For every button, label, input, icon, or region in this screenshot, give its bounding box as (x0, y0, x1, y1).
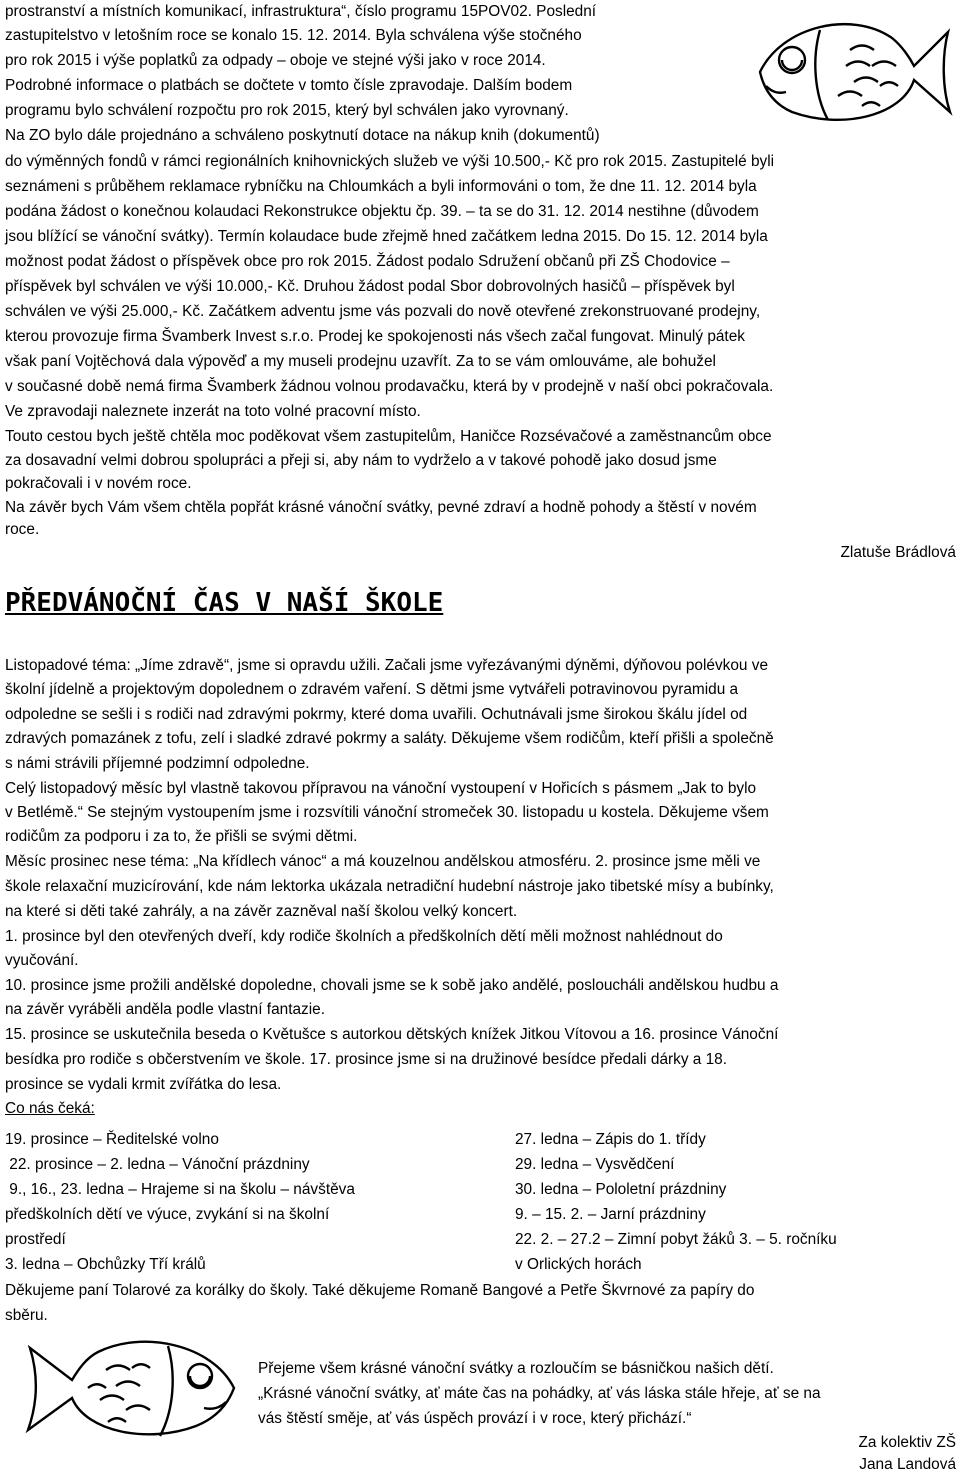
event-item: prostředí (5, 1231, 66, 1248)
signature: Zlatuše Brádlová (840, 544, 956, 561)
text-line: schválen ve výši 25.000,- Kč. Začátkem adventu jsme vás pozvali do nově otevřené zrekonstruované prodejny, (5, 303, 761, 320)
text-line: Na ZO bylo dále projednáno a schváleno poskytnutí dotace na nákup knih (dokumentů) (5, 127, 600, 144)
text-line: Listopadové téma: „Jíme zdravě“, jsme si opravdu užili. Začali jsme vyřezávanými dýněmi, dýňovou polévkou ve (5, 657, 769, 674)
fish-icon (8, 1328, 242, 1446)
event-item: 22. prosince – 2. ledna – Vánoční prázdniny (5, 1156, 310, 1173)
text-line: Podrobné informace o platbách se dočtete v tomto čísle zpravodaje. Dalším bodem (5, 77, 573, 94)
text-line: školní jídelně a projektovým dopolednem o zdravém vaření. S dětmi jsme vytvářeli potravinovou pyramidu a (5, 681, 739, 698)
text-line: rodičům za podporu i za to, že přišli se svými dětmi. (5, 828, 358, 845)
text-line: za dosavadní velmi dobrou spolupráci a přeji si, aby nám to vydrželo a v takové pohodě jako dosud jsme (5, 452, 717, 469)
text-line: programu bylo schválení rozpočtu pro rok 2015, který byl schválen jako vyrovnaný. (5, 102, 569, 119)
event-item: 27. ledna – Zápis do 1. třídy (515, 1131, 706, 1148)
awaits-heading: Co nás čeká: (5, 1100, 95, 1117)
text-line: „Krásné vánoční svátky, ať máte čas na pohádky, ať vás láska stále hřeje, ať se na (258, 1385, 821, 1402)
event-item: předškolních dětí ve výuce, zvykání si na školní (5, 1206, 330, 1223)
text-line: roce. (5, 521, 40, 538)
text-line: na závěr vyráběli anděla podle vlastní fantazie. (5, 1001, 325, 1018)
event-item: 9., 16., 23. ledna – Hrajeme si na školu – návštěva (5, 1181, 355, 1198)
text-line: však paní Vojtěchová dala výpověď a my museli prodejnu uzavřít. Za to se vám omlouváme, ale bohužel (5, 353, 716, 370)
text-line: v Betlémě.“ Se stejným vystoupením jsme i rozsvítili vánoční stromeček 30. listopadu u kostela. Děkujeme všem (5, 804, 769, 821)
text-line: 1. prosince byl den otevřených dveří, kdy rodiče školních a předškolních dětí měli možnost nahlédnout do (5, 928, 723, 945)
text-line: vyučování. (5, 952, 79, 969)
text-line: Celý listopadový měsíc byl vlastně takovou přípravou na vánoční vystoupení v Hořicích s pásmem „Jak to bylo (5, 780, 757, 797)
text-line: besídka pro rodiče s občerstvením ve škole. 17. prosince jsme si na družinové besídce předali dárky a 18. (5, 1051, 728, 1068)
signature: Za kolektiv ZŠ (858, 1434, 956, 1451)
text-line: kterou provozuje firma Švamberk Invest s.r.o. Prodej ke spokojenosti nás všech začal fungovat. Minulý pátek (5, 328, 745, 345)
text-line: pokračovali i v novém roce. (5, 475, 192, 492)
text-line: do výměnných fondů v rámci regionálních knihovnických služeb ve výši 10.500,- Kč pro rok 2015. Zastupitelé byli (5, 153, 775, 170)
event-item: 9. – 15. 2. – Jarní prázdniny (515, 1206, 706, 1223)
text-line: vás štěstí směje, ať vás úspěch provází i v roce, který přichází.“ (258, 1410, 692, 1427)
text-line: podána žádost o konečnou kolaudaci Rekonstrukce objektu čp. 39. – ta se do 31. 12. 2014 nestihne (důvodem (5, 203, 759, 220)
text-line: s námi strávili příjemné podzimní odpoledne. (5, 755, 310, 772)
text-line: jsou blížící se vánoční svátky). Termín kolaudace bude zřejmě hned začátkem ledna 2015. Do 15. 12. 2014 byla (5, 228, 768, 245)
text-line: na které si děti také zahrály, a na závěr zazněval naší školou velký koncert. (5, 903, 518, 920)
text-line: zdravých pomazánek z tofu, zelí i sladké zdravé pokrmy a saláty. Děkujeme všem rodičům, kteří přišli a společně (5, 730, 774, 747)
event-item: 30. ledna – Pololetní prázdniny (515, 1181, 727, 1198)
signature: Jana Landová (859, 1456, 956, 1473)
text-line: sběru. (5, 1307, 48, 1324)
text-line: Přejeme všem krásné vánoční svátky a rozloučím se básničkou našich dětí. (258, 1360, 774, 1377)
text-line: prostranství a místních komunikací, infrastruktura“, číslo programu 15POV02. Poslední (5, 3, 597, 20)
text-line: Touto cestou bych ještě chtěla moc poděkovat všem zastupitelům, Haničce Rozsévačové a zaměstnancům obce (5, 428, 772, 445)
text-line: seznámeni s průběhem reklamace rybníčku na Chloumkách a byli informováni o tom, že dne 11. 12. 2014 byla (5, 178, 757, 195)
section-title: PŘEDVÁNOČNÍ ČAS V NAŠÍ ŠKOLE (5, 588, 444, 618)
event-item: 22. 2. – 27.2 – Zimní pobyt žáků 3. – 5. ročníku (515, 1231, 837, 1248)
text-line: Měsíc prosinec nese téma: „Na křídlech vánoc“ a má kouzelnou andělskou atmosféru. 2. prosince jsme měli ve (5, 853, 761, 870)
text-line: možnost podat žádost o příspěvek obce pro rok 2015. Žádost podalo Sdružení občanů při ZŠ Chodovice – (5, 253, 730, 270)
text-line: škole relaxační muzicírování, kde nám lektorka ukázala netradiční hudební nástroje jako tibetské mísy a bubínky, (5, 878, 774, 895)
event-item: v Orlických horách (515, 1256, 642, 1273)
text-line: prosince se vydali krmit zvířátka do lesa. (5, 1076, 282, 1093)
text-line: 15. prosince se uskutečnila beseda o Květušce s autorkou dětských knížek Jitkou Vítovou a 16. prosince Vánoční (5, 1026, 779, 1043)
text-line: Děkujeme paní Tolarové za korálky do školy. Také děkujeme Romaně Bangové a Petře Škvrnové za papíry do (5, 1282, 755, 1299)
event-item: 19. prosince – Ředitelské volno (5, 1131, 219, 1148)
text-line: zastupitelstvo v letošním roce se konalo 15. 12. 2014. Byla schválena výše stočného (5, 27, 582, 44)
text-line: pro rok 2015 i výše poplatků za odpady – oboje ve stejné výši jako v roce 2014. (5, 52, 546, 69)
text-line: odpoledne se sešli i s rodiči nad zdravými pokrmy, které doma uvařili. Ochutnávali jsme širokou škálu jídel od (5, 706, 748, 723)
event-item: 29. ledna – Vysvědčení (515, 1156, 675, 1173)
event-item: 3. ledna – Obchůzky Tří králů (5, 1256, 206, 1273)
text-line: v současné době nemá firma Švamberk žádnou volnou prodavačku, která by v prodejně v naší obci pokračovala. (5, 378, 774, 395)
text-line: Na závěr bych Vám všem chtěla popřát krásné vánoční svátky, pevné zdraví a hodně pohody a štěstí v novém (5, 499, 757, 516)
text-line: Ve zpravodaji naleznete inzerát na toto volné pracovní místo. (5, 403, 421, 420)
text-line: 10. prosince jsme prožili andělské dopoledne, chovali jsme se k sobě jako andělé, posloucháli andělskou hudbu a (5, 977, 779, 994)
text-line: příspěvek byl schválen ve výši 10.000,- Kč. Druhou žádost podal Sbor dobrovolných hasičů – příspěvek byl (5, 278, 735, 295)
fish-icon (742, 8, 956, 132)
